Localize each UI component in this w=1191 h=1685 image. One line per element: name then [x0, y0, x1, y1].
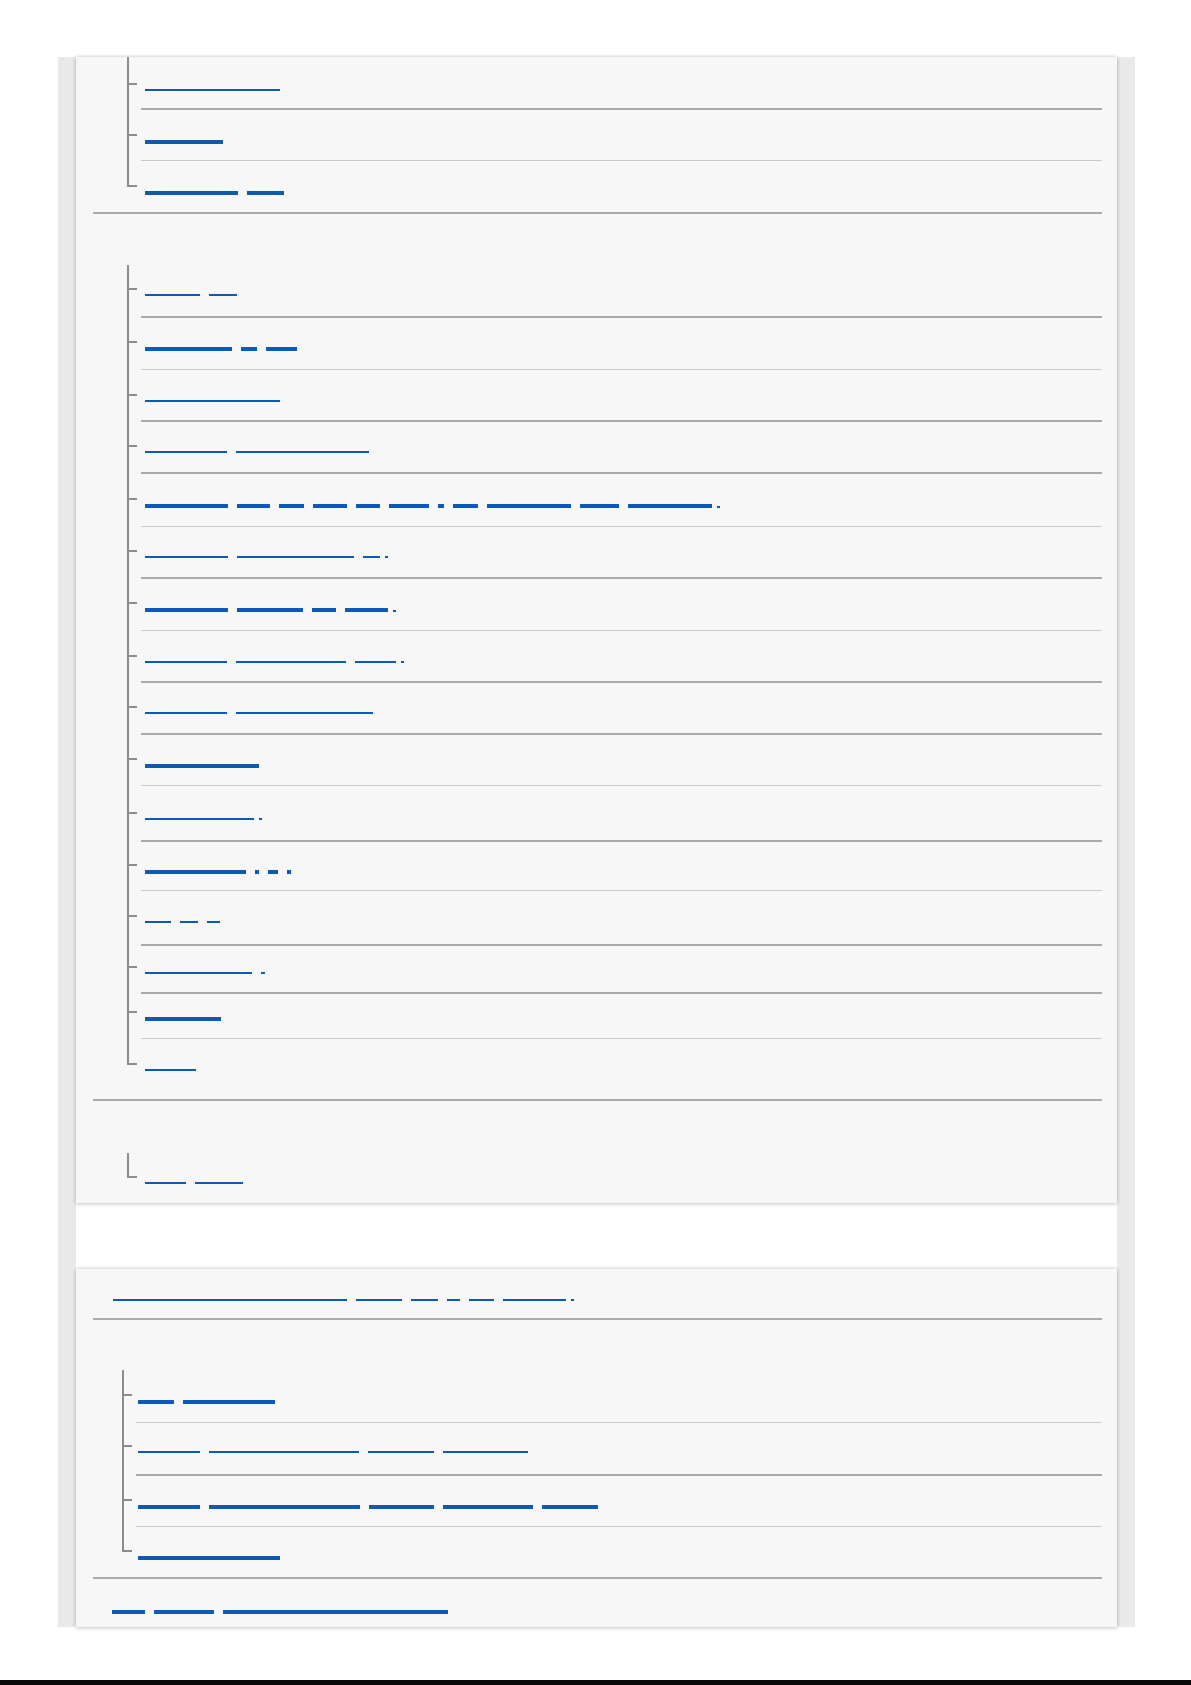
tree-branch-tick: [129, 864, 137, 866]
redacted-text-bar: [237, 504, 270, 508]
redacted-text-bar: [145, 451, 227, 453]
row-separator: [136, 1526, 1102, 1527]
redacted-text-bar: [411, 1299, 438, 1301]
toc-link[interactable]: [112, 1608, 448, 1616]
redacted-text-bar: [145, 818, 254, 820]
redacted-text-bar: [453, 504, 478, 508]
redacted-text-bar: [237, 556, 354, 558]
redacted-text-bar: [145, 921, 171, 923]
redacted-text-bar: [145, 972, 252, 974]
redacted-text-bar: [389, 504, 429, 508]
tree-branch-tick: [124, 1499, 132, 1501]
row-separator: [141, 890, 1102, 891]
tree-branch-tick: [129, 1011, 137, 1013]
redacted-text-bar: [368, 1451, 434, 1453]
redacted-text-bar: [580, 504, 619, 508]
redacted-text-bar: [138, 1400, 174, 1404]
redacted-period-dot: [401, 661, 404, 663]
tree-branch-tick: [129, 83, 137, 85]
tree-branch-tick: [124, 1550, 132, 1552]
tree-branch-tick: [129, 966, 137, 968]
row-separator: [141, 785, 1102, 786]
tree-branch-line: [127, 265, 129, 1065]
redacted-text-bar: [145, 400, 280, 402]
redacted-period-dot: [259, 818, 262, 820]
section-gap-band: [76, 1203, 1117, 1269]
row-separator: [141, 681, 1102, 683]
tree-branch-tick: [129, 134, 137, 136]
tree-branch-line: [127, 57, 129, 187]
tree-branch-tick: [129, 550, 137, 552]
redacted-text-bar: [145, 661, 227, 663]
redacted-text-bar: [145, 712, 227, 714]
redacted-period-dot: [717, 506, 720, 508]
redacted-text-bar: [112, 1610, 145, 1614]
redacted-text-bar: [237, 608, 303, 612]
row-separator: [141, 369, 1102, 370]
row-separator: [141, 1038, 1102, 1039]
toc-link[interactable]: [145, 710, 373, 716]
redacted-text-bar: [195, 1182, 243, 1184]
toc-link[interactable]: [145, 1067, 196, 1073]
redacted-text-bar: [207, 921, 220, 923]
redacted-period-dot: [385, 556, 388, 558]
redacted-text-bar: [487, 504, 571, 508]
redacted-text-bar: [138, 1505, 200, 1509]
redacted-text-bar: [542, 1505, 598, 1509]
tree-branch-tick: [129, 706, 137, 708]
redacted-text-bar: [145, 556, 228, 558]
redacted-text-bar: [145, 764, 259, 768]
tree-branch-tick: [124, 1445, 132, 1447]
row-separator: [141, 992, 1102, 994]
tree-branch-tick: [129, 915, 137, 917]
row-separator: [141, 944, 1102, 946]
tree-branch-tick: [129, 1063, 137, 1065]
redacted-text-bar: [145, 870, 246, 874]
row-separator: [136, 1474, 1102, 1476]
section-divider: [93, 1099, 1102, 1101]
tree-branch-tick: [129, 812, 137, 814]
redacted-text-bar: [447, 1299, 460, 1301]
redacted-text-bar: [356, 504, 380, 508]
toc-link[interactable]: [145, 554, 388, 560]
row-separator: [141, 526, 1102, 527]
redacted-period-dot: [571, 1299, 574, 1301]
redacted-text-bar: [356, 1299, 402, 1301]
toc-section-2: [76, 1269, 1117, 1627]
toc-link[interactable]: [138, 1398, 275, 1406]
toc-link[interactable]: [145, 345, 297, 353]
section-divider: [93, 212, 1102, 214]
toc-link[interactable]: [145, 762, 259, 770]
toc-link[interactable]: [145, 1180, 243, 1186]
redacted-text-bar: [180, 921, 198, 923]
redacted-text-bar: [261, 972, 265, 974]
redacted-text-bar: [138, 1451, 200, 1453]
tree-branch-tick: [129, 394, 137, 396]
tree-branch-tick: [129, 655, 137, 657]
row-separator: [141, 630, 1102, 631]
redacted-text-bar: [345, 608, 388, 612]
redacted-text-bar: [247, 191, 284, 195]
toc-link[interactable]: [145, 868, 291, 876]
tree-branch-tick: [124, 1394, 132, 1396]
redacted-text-bar: [138, 1556, 280, 1560]
tree-branch-line: [127, 1153, 129, 1178]
redacted-text-bar: [236, 712, 373, 714]
redacted-text-bar: [312, 608, 336, 612]
redacted-text-bar: [145, 191, 238, 195]
toc-link[interactable]: [113, 1297, 574, 1303]
tree-branch-tick: [129, 602, 137, 604]
redacted-text-bar: [313, 504, 347, 508]
toc-link[interactable]: [138, 1554, 280, 1562]
toc-link[interactable]: [145, 292, 237, 298]
footer-bar: [0, 1680, 1191, 1685]
redacted-text-bar: [236, 661, 346, 663]
row-separator: [141, 420, 1102, 422]
redacted-text-bar: [145, 89, 280, 91]
tree-branch-tick: [129, 288, 137, 290]
toc-link[interactable]: [145, 1015, 221, 1023]
row-separator: [141, 577, 1102, 579]
toc-link[interactable]: [145, 606, 396, 614]
redacted-text-bar: [438, 504, 444, 508]
redacted-text-bar: [209, 1451, 359, 1453]
redacted-text-bar: [223, 1610, 448, 1614]
redacted-text-bar: [145, 1182, 186, 1184]
redacted-text-bar: [145, 1069, 196, 1071]
redacted-text-bar: [145, 504, 228, 508]
redacted-text-bar: [355, 661, 396, 663]
toc-link[interactable]: [145, 449, 369, 455]
redacted-text-bar: [236, 451, 369, 453]
redacted-text-bar: [145, 347, 232, 351]
toc-link[interactable]: [138, 1503, 598, 1511]
redacted-text-bar: [287, 870, 291, 874]
toc-link[interactable]: [145, 189, 284, 197]
redacted-text-bar: [241, 347, 257, 351]
row-separator: [141, 733, 1102, 735]
section-divider: [93, 1577, 1102, 1579]
redacted-text-bar: [145, 294, 200, 296]
row-separator: [141, 108, 1102, 110]
tree-branch-tick: [129, 185, 137, 187]
tree-branch-tick: [129, 758, 137, 760]
redacted-period-dot: [393, 610, 396, 612]
row-separator: [141, 472, 1102, 474]
tree-branch-tick: [129, 341, 137, 343]
tree-branch-tick: [129, 445, 137, 447]
row-separator: [141, 160, 1102, 161]
row-separator: [141, 316, 1102, 318]
toc-link[interactable]: [145, 398, 280, 404]
redacted-text-bar: [268, 870, 278, 874]
row-separator: [141, 840, 1102, 842]
toc-link[interactable]: [138, 1449, 528, 1455]
redacted-text-bar: [255, 870, 259, 874]
toc-link[interactable]: [145, 970, 265, 976]
tree-branch-tick: [129, 1176, 137, 1178]
redacted-text-bar: [154, 1610, 214, 1614]
redacted-text-bar: [145, 140, 223, 144]
redacted-text-bar: [209, 294, 237, 296]
redacted-text-bar: [145, 1017, 221, 1021]
redacted-text-bar: [469, 1299, 494, 1301]
redacted-text-bar: [503, 1299, 566, 1301]
redacted-text-bar: [363, 556, 380, 558]
toc-link[interactable]: [145, 502, 720, 510]
tree-branch-tick: [129, 498, 137, 500]
redacted-text-bar: [443, 1505, 533, 1509]
redacted-text-bar: [443, 1451, 528, 1453]
section-divider: [93, 1318, 1102, 1320]
redacted-text-bar: [145, 608, 228, 612]
tree-branch-line: [122, 1370, 124, 1552]
redacted-text-bar: [279, 504, 304, 508]
row-separator: [136, 1422, 1102, 1423]
redacted-text-bar: [209, 1505, 360, 1509]
toc-link[interactable]: [145, 659, 404, 665]
redacted-text-bar: [266, 347, 297, 351]
redacted-text-bar: [369, 1505, 434, 1509]
toc-link[interactable]: [145, 919, 220, 925]
redacted-text-bar: [628, 504, 712, 508]
toc-link[interactable]: [145, 816, 262, 822]
redacted-text-bar: [113, 1299, 347, 1301]
redacted-text-bar: [183, 1400, 275, 1404]
toc-link[interactable]: [145, 138, 223, 146]
toc-link[interactable]: [145, 87, 280, 93]
